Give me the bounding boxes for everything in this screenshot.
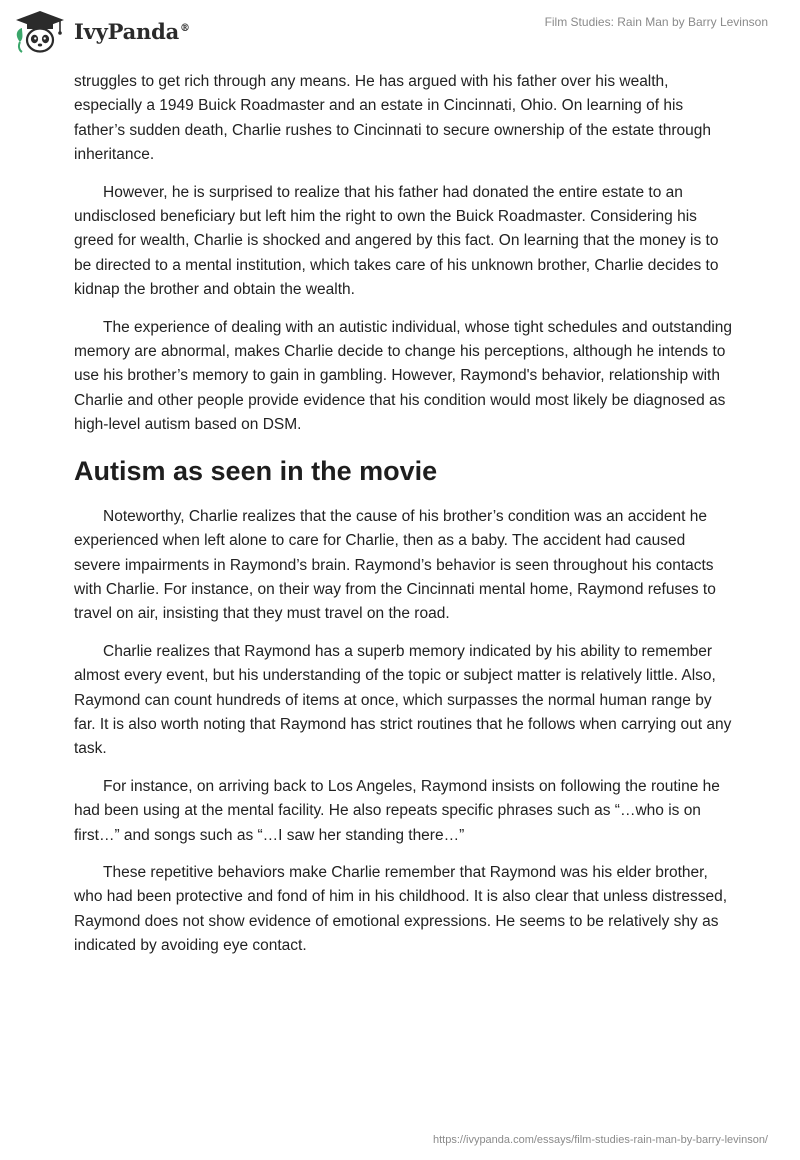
- brand-logo[interactable]: [12, 8, 190, 54]
- source-url[interactable]: https://ivypanda.com/essays/film-studies-rain-man-by-barry-levinson/: [432, 1134, 768, 1146]
- section-heading: Autism as seen in the movie: [74, 455, 438, 486]
- paragraph: Charlie realizes that Raymond has a superb memory indicated by his ability to remember almost every event, but his understanding of the topic or subject matter is relatively little. Also, Raymond can count hundreds of items at once, which surpasses the normal human range by far. It is also worth noting that Raymond has strict routines that he follows when carrying out any task.: [74, 642, 732, 758]
- running-title: Film Studies: Rain Man by Barry Levinson: [544, 15, 768, 29]
- page-header: [0, 0, 800, 70]
- panda-graduation-cap-icon: [12, 8, 68, 54]
- paragraph: For instance, on arriving back to Los Angeles, Raymond insists on following the routine he had been using at the mental facility. He also repeats specific phrases such as “…who is on first…” and songs such as “…I saw her standing there…”: [74, 777, 720, 844]
- brand-name: IvyPanda®: [74, 18, 190, 44]
- paragraph: Noteworthy, Charlie realizes that the cause of his brother’s condition was an accident he experienced when left alone to care for Charlie, then as a baby. The accident had caused severe impairments in Raymond’s brain. Raymond’s behavior is seen throughout his contacts with Charlie. For instance, on their way from the Cincinnati mental home, Raymond refuses to travel on air, insisting that they must travel on the road.: [74, 507, 716, 623]
- registered-mark: ®: [180, 22, 190, 34]
- paragraph: However, he is surprised to realize that his father had donated the entire estate to an undisclosed beneficiary but left him the right to own the Buick Roadmaster. Considering his greed for wealth, Charlie is shocked and angered by this fact. On learning that the money is to be directed to a mental institution, which takes care of his unknown brother, Charlie decides to kidnap the brother and obtain the wealth.: [74, 183, 719, 299]
- essay-body: [74, 70, 734, 972]
- paragraph-continued: struggles to get rich through any means. He has argued with his father over his wealth, especially a 1949 Buick Roadmaster and an estate in Cincinnati, Ohio. On learning of his father’s sudden death, Charlie rushes to Cincinnati to secure ownership of the estate through inheritance.: [74, 73, 712, 164]
- paragraph: These repetitive behaviors make Charlie remember that Raymond was his elder brother, who had been protective and fond of him in his childhood. It is also clear that unless distressed, Raymond does not show evidence of emotional expressions. He seems to be relatively shy as indicated by avoiding eye contact.: [74, 863, 728, 955]
- paragraph: The experience of dealing with an autistic individual, whose tight schedules and outstanding memory are abnormal, makes Charlie decide to change his perceptions, although he intends to use his brother’s memory to gain in gambling. However, Raymond's behavior, relationship with Charlie and other people provide evidence that his condition would most likely be diagnosed as high-level autism based on DSM.: [74, 318, 733, 434]
